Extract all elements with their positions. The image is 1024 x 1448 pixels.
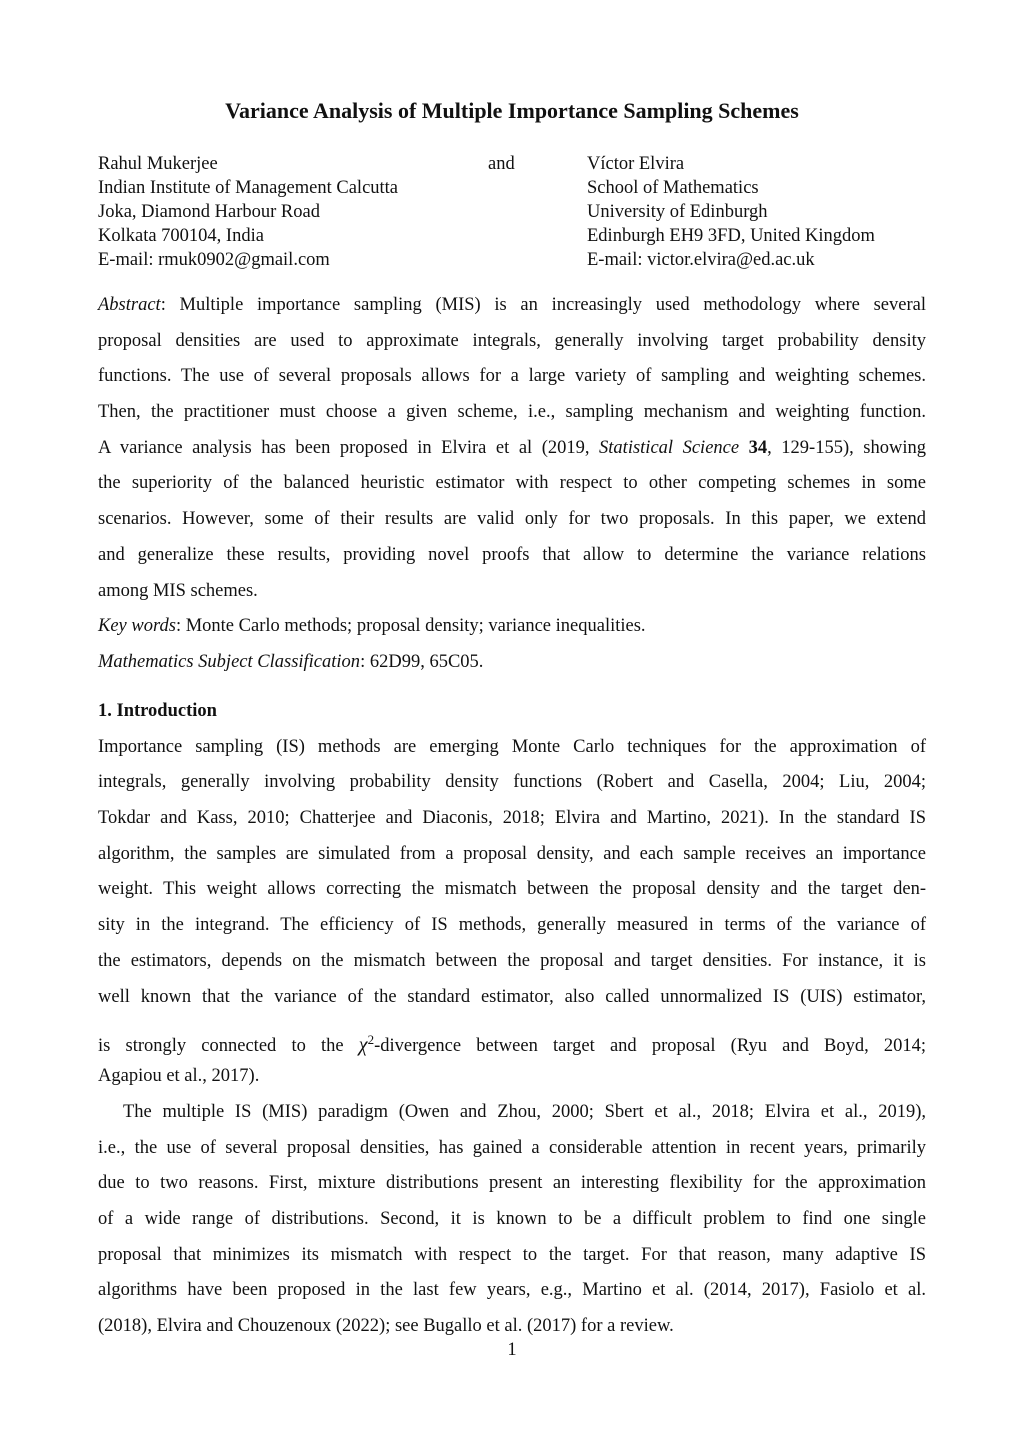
body-line-chi: is strongly connected to the $\chi^2$-divergence between target and proposal (Ryu and Boyd, 2014; [98, 1032, 926, 1057]
body-line: Tokdar and Kass, 2010; Chatterjee and Diaconis, 2018; Elvira and Martino, 2021). In the standard IS [98, 808, 926, 829]
abstract-line: the superiority of the balanced heuristic estimator with respect to other competing schemes in some [98, 473, 926, 494]
introduction-section [98, 694, 926, 1345]
keywords: Key words: Monte Carlo methods; proposal density; variance inequalities. [98, 616, 646, 637]
author-affiliation: Indian Institute of Management Calcutta [98, 178, 399, 198]
abstract-label: Abstract [98, 295, 161, 315]
page-number: 1 [507, 1340, 517, 1360]
abstract [98, 288, 926, 681]
chi-exponent: 2 [367, 1032, 375, 1048]
body-line: algorithm, the samples are simulated from a proposal density, and each sample receives an importance [98, 843, 926, 864]
author-name: Víctor Elvira [587, 154, 685, 174]
body-line: (2018), Elvira and Chouzenoux (2022); see Bugallo et al. (2017) for a review. [98, 1316, 674, 1336]
author-block-2 [587, 152, 875, 272]
author-address: Kolkata 700104, India [98, 226, 264, 246]
body-line: i.e., the use of several proposal densities, has gained a considerable attention in recent years, primarily [98, 1137, 926, 1158]
body-line: The multiple IS (MIS) paradigm (Owen and Zhou, 2000; Sbert et al., 2018; Elvira et al., 2019), [123, 1101, 926, 1122]
body-line: Importance sampling (IS) methods are emerging Monte Carlo techniques for the approximation of [98, 736, 926, 757]
body-line: algorithms have been proposed in the last few years, e.g., Martino et al. (2014, 2017), Fasiolo et al. [98, 1280, 926, 1301]
abstract-line: proposal densities are used to approximate integrals, generally involving target probability density [98, 330, 926, 351]
abstract-line: scenarios. However, some of their results are valid only for two proposals. In this paper, we extend [98, 509, 926, 530]
body-line: of a wide range of distributions. Second, it is known to be a difficult problem to find one single [98, 1208, 926, 1229]
author-name: Rahul Mukerjee [98, 154, 218, 174]
author-block-1 [98, 152, 398, 272]
section-heading: 1. Introduction [98, 701, 217, 721]
chi-symbol: χ [358, 1034, 368, 1057]
abstract-line: Then, the practitioner must choose a given scheme, i.e., sampling mechanism and weighting function. [98, 402, 926, 423]
body-line: well known that the variance of the standard estimator, also called unnormalized IS (UIS) estimator, [98, 986, 926, 1007]
author-affiliation: School of Mathematics [587, 178, 759, 198]
body-line: sity in the integrand. The efficiency of IS methods, generally measured in terms of the variance of [98, 915, 926, 936]
body-line: weight. This weight allows correcting the mismatch between the proposal density and the target den- [98, 879, 926, 900]
body-line: due to two reasons. First, mixture distributions present an interesting flexibility for the approximation [98, 1173, 926, 1194]
body-line: proposal that minimizes its mismatch with respect to the target. For that reason, many adaptive IS [98, 1244, 926, 1265]
abstract-line: A variance analysis has been proposed in Elvira et al (2019, Statistical Science 34, 129-155), showing [98, 437, 926, 458]
author-email: E-mail: rmuk0902@gmail.com [98, 250, 330, 270]
author-address: Edinburgh EH9 3FD, United Kingdom [587, 226, 875, 246]
journal-name: Statistical Science [599, 437, 740, 458]
body-line: integrals, generally involving probability density functions (Robert and Casella, 2004; Liu, 2004; [98, 772, 926, 793]
msc-classification: Mathematics Subject Classification: 62D99, 65C05. [98, 651, 484, 672]
body-line: Agapiou et al., 2017). [98, 1066, 260, 1087]
abstract-line: among MIS schemes. [98, 580, 258, 601]
author-address: Joka, Diamond Harbour Road [98, 202, 320, 222]
author-address: University of Edinburgh [587, 202, 768, 222]
abstract-line: functions. The use of several proposals allows for a large variety of sampling and weighting schemes. [98, 366, 926, 387]
paper-title: Variance Analysis of Multiple Importance Sampling Schemes [225, 98, 799, 123]
abstract-text: : Multiple importance sampling (MIS) is an increasingly used methodology where several [160, 295, 926, 315]
journal-volume: 34 [748, 437, 768, 458]
and-separator: and [488, 154, 515, 174]
author-email: E-mail: victor.elvira@ed.ac.uk [587, 250, 815, 270]
abstract-line: and generalize these results, providing novel proofs that allow to determine the variance relations [98, 544, 926, 565]
body-line: the estimators, depends on the mismatch between the proposal and target densities. For instance, it is [98, 950, 926, 971]
